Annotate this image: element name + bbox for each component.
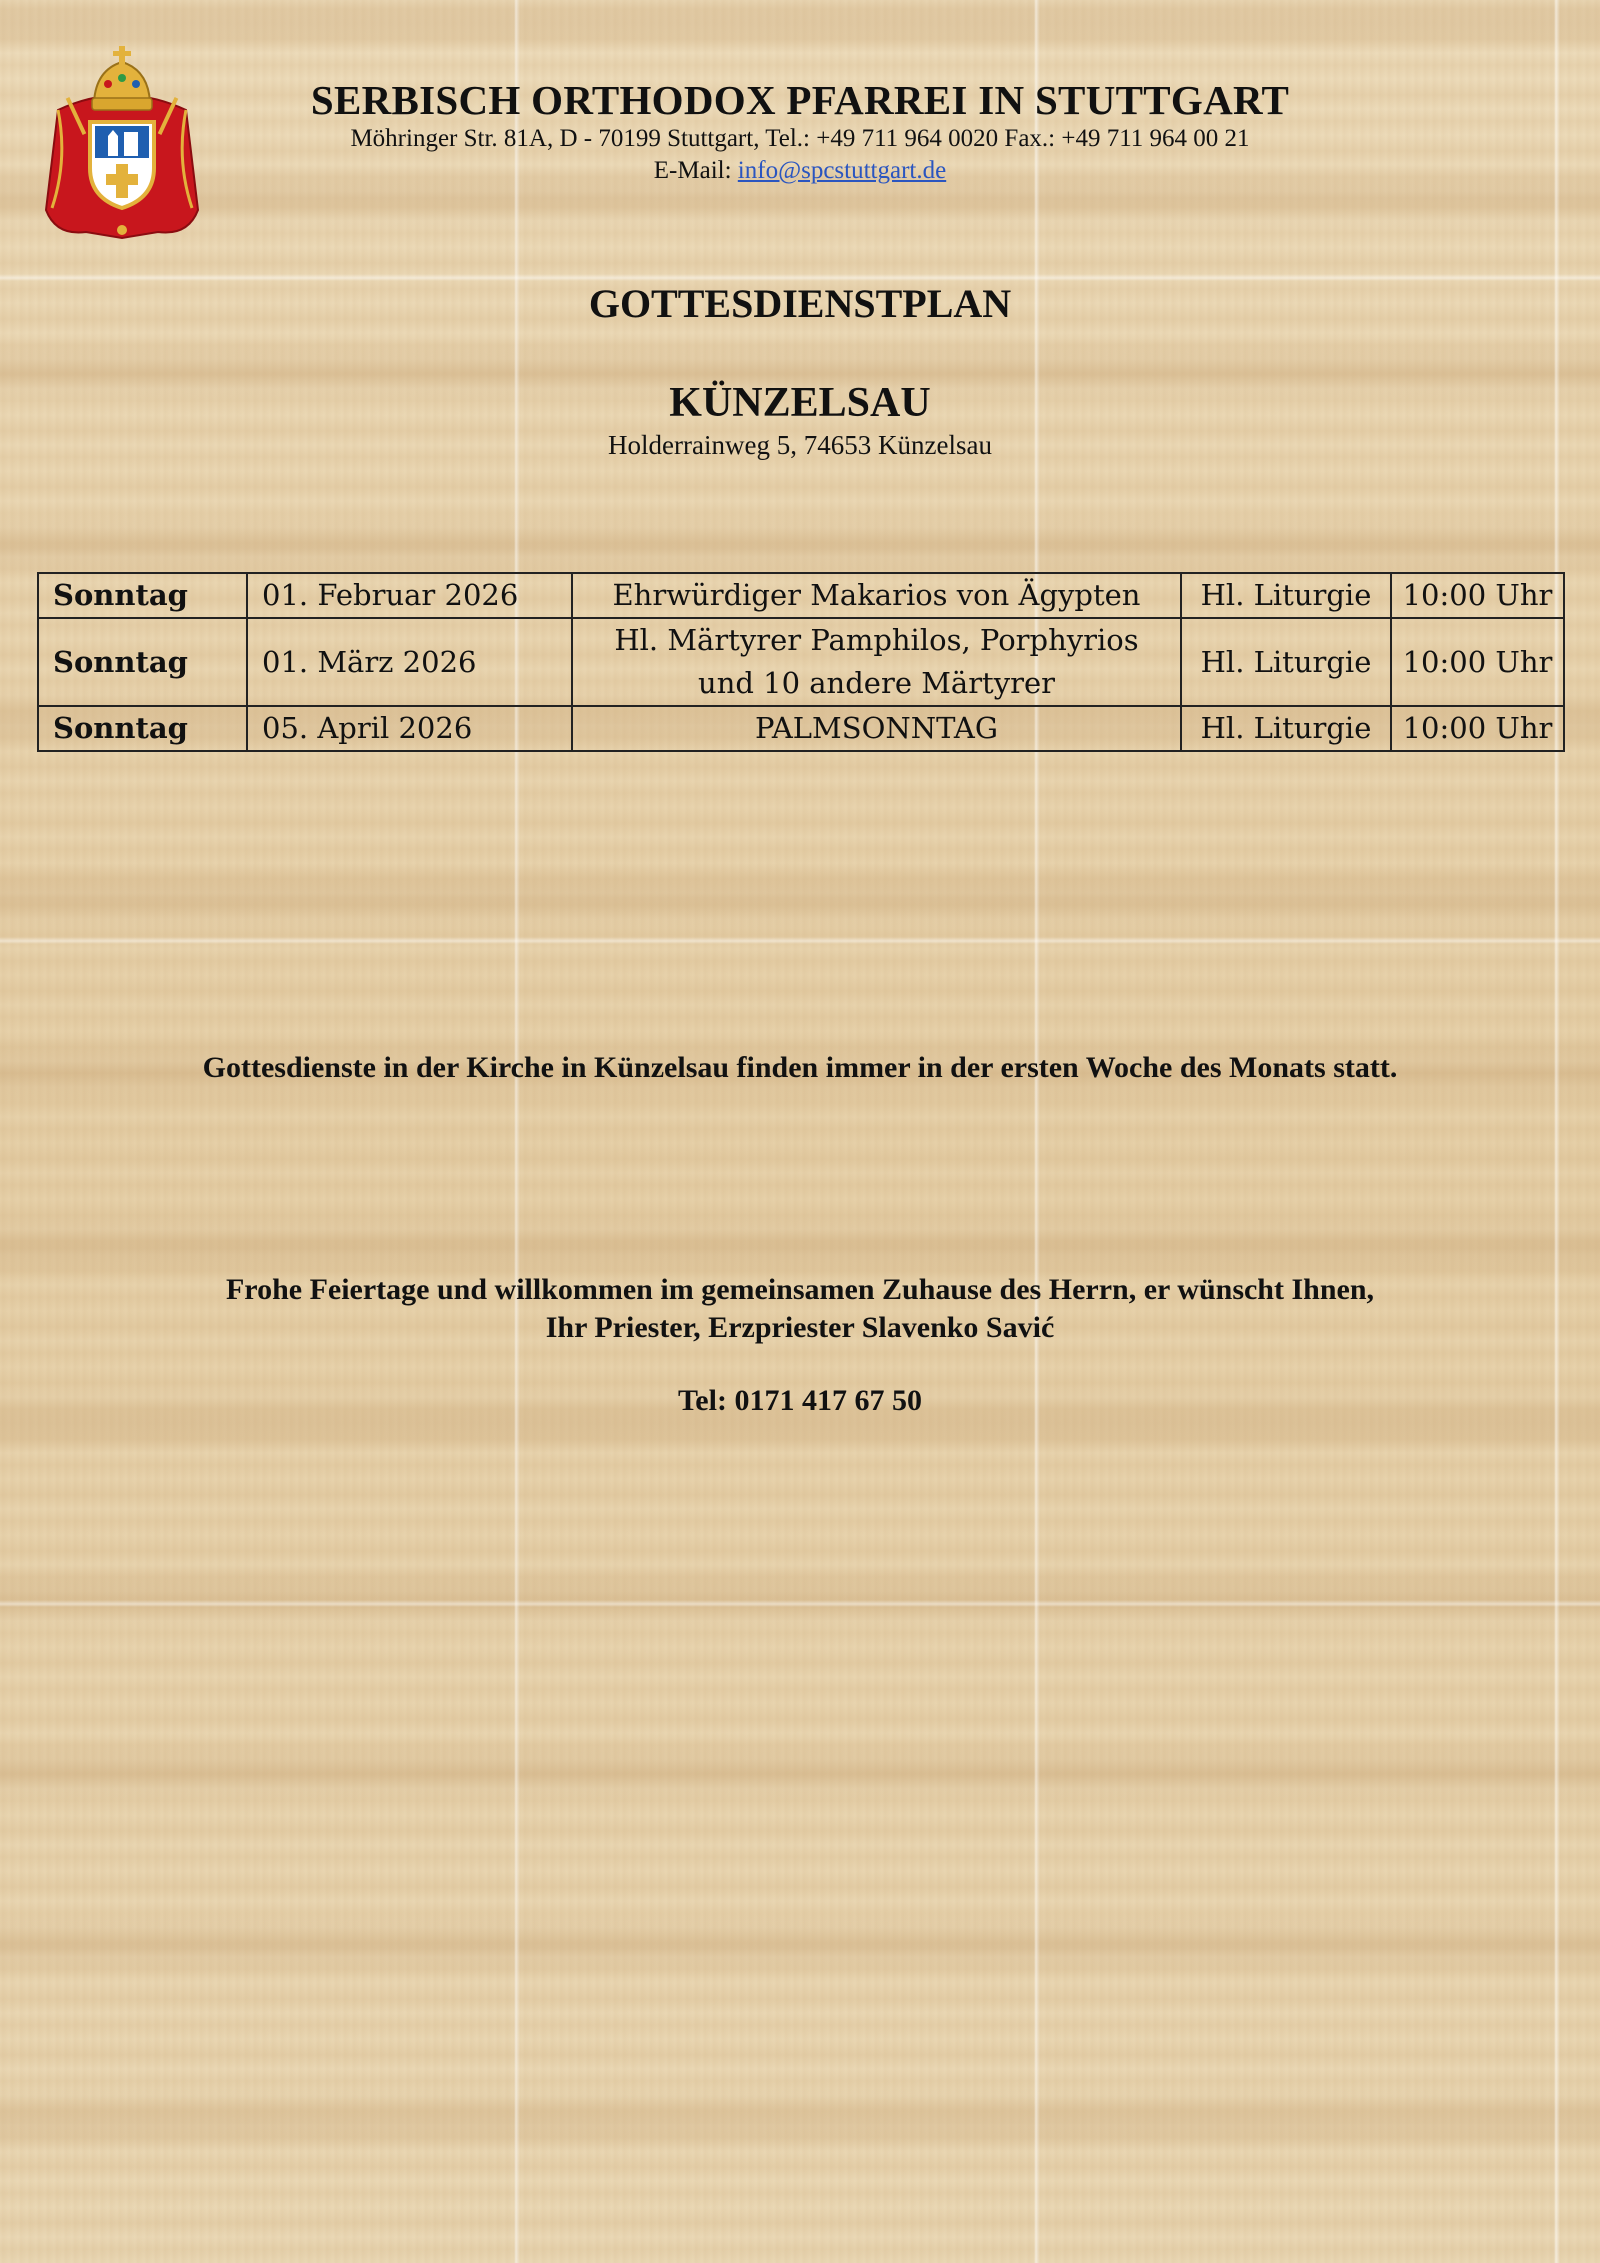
parish-name: SERBISCH ORTHODOX PFARREI IN STUTTGART <box>310 77 1290 123</box>
parish-address: Möhringer Str. 81A, D - 70199 Stuttgart, Tel.: +49 711 964 0020 Fax.: +49 711 964 00 21 <box>350 125 1250 152</box>
time-cell: 10:00 Uhr <box>1391 573 1564 618</box>
feast-cell: PALMSONNTAG <box>572 706 1181 751</box>
place-address: Holderrainweg 5, 74653 Künzelsau <box>608 430 992 460</box>
schedule-note: Gottesdienste in der Kirche in Künzelsau finden immer in der ersten Woche des Monats statt. <box>202 1051 1398 1084</box>
service-cell: Hl. Liturgie <box>1181 573 1391 618</box>
day-cell: Sonntag <box>38 573 247 618</box>
email-line <box>0 155 1600 187</box>
date-cell: 01. Februar 2026 <box>247 573 572 618</box>
table-row <box>38 618 1564 706</box>
table-row <box>38 573 1564 618</box>
service-cell: Hl. Liturgie <box>1181 618 1391 706</box>
day-cell: Sonntag <box>38 706 247 751</box>
time-cell: 10:00 Uhr <box>1391 706 1564 751</box>
greeting-line-2: Ihr Priester, Erzpriester Slavenko Savić <box>545 1311 1055 1344</box>
priest-phone: Tel: 0171 417 67 50 <box>678 1384 922 1417</box>
table-row <box>38 706 1564 751</box>
date-cell: 05. April 2026 <box>247 706 572 751</box>
document-title: GOTTESDIENSTPLAN <box>588 281 1012 326</box>
time-cell: 10:00 Uhr <box>1391 618 1564 706</box>
email-link[interactable]: info@spcstuttgart.de <box>737 157 947 184</box>
day-cell: Sonntag <box>38 618 247 706</box>
feast-cell: Hl. Märtyrer Pamphilos, Porphyrios und 10 andere Märtyrer <box>572 618 1181 706</box>
feast-cell: Ehrwürdiger Makarios von Ägypten <box>572 573 1181 618</box>
service-cell: Hl. Liturgie <box>1181 706 1391 751</box>
service-schedule-table <box>37 572 1565 752</box>
place-title: KÜNZELSAU <box>669 380 931 426</box>
date-cell: 01. März 2026 <box>247 618 572 706</box>
greeting-line-1: Frohe Feiertage und willkommen im gemeinsamen Zuhause des Herrn, er wünscht Ihnen, <box>225 1273 1375 1306</box>
email-label: E-Mail: <box>653 157 738 184</box>
